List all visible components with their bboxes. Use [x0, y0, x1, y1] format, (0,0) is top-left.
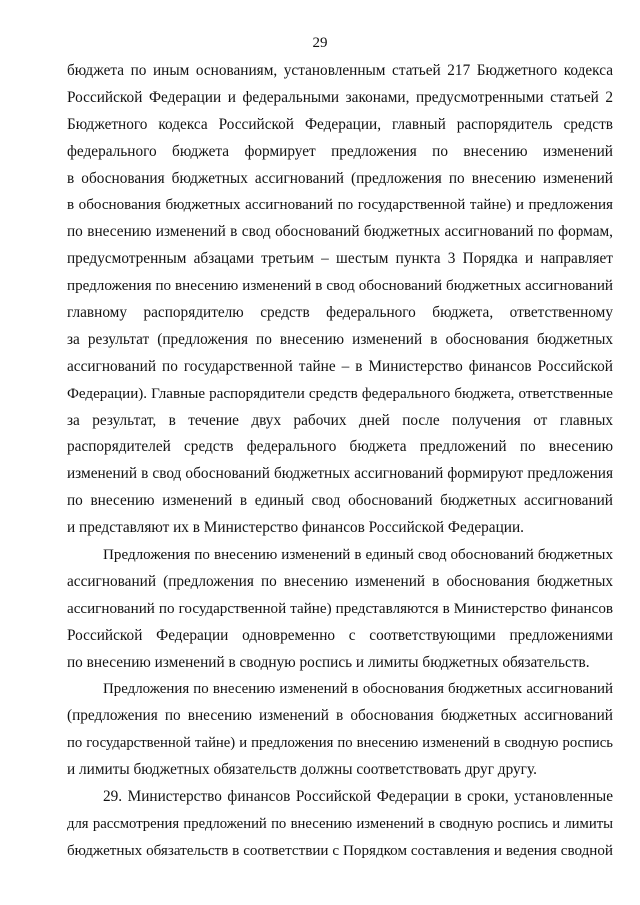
text-line: распорядителей средств федерального бюджета предложений по внесению [67, 438, 613, 456]
text-line: в обоснования бюджетных ассигнований по государственной тайне) и предложения [67, 197, 613, 214]
text-line: по внесению изменений в свод обоснований бюджетных ассигнований по формам, [67, 223, 613, 241]
text-line: Российской Федерации и федеральными законами, предусмотренными статьей 2 [67, 88, 613, 106]
text-line: и лимиты бюджетных обязательств должны соответствовать друг другу. [67, 761, 537, 779]
text-line: Бюджетного кодекса Российской Федерации, главный распорядитель средств [67, 115, 613, 133]
text-line: ассигнований (предложения по внесению изменений в обоснования бюджетных [67, 572, 613, 590]
text-line: 29. Министерство финансов Российской Федерации в сроки, установленные [103, 788, 613, 806]
text-line: (предложения по внесению изменений в обоснования бюджетных ассигнований [67, 707, 613, 725]
text-line: в обоснования бюджетных ассигнований (предложения по внесению изменений [67, 169, 613, 187]
text-line: главному распорядителю средств федерального бюджета, ответственному [67, 304, 613, 322]
text-line: Российской Федерации одновременно с соответствующими предложениями [67, 626, 613, 644]
text-line: за результат (предложения по внесению изменений в обоснования бюджетных [67, 330, 613, 348]
text-line: предложения по внесению изменений в свод обоснований бюджетных ассигнований [67, 278, 613, 295]
text-line: федерального бюджета формирует предложения по внесению изменений [67, 142, 613, 160]
document-body [67, 58, 613, 865]
text-line: по внесению изменений в сводную роспись и лимиты бюджетных обязательств. [67, 653, 590, 671]
text-line: Предложения по внесению изменений в обоснования бюджетных ассигнований [103, 681, 613, 698]
text-line: изменений в свод обоснований бюджетных ассигнований формируют предложения [67, 465, 613, 483]
text-line: бюджетных обязательств в соответствии с Порядком составления и ведения сводной [67, 842, 613, 859]
text-line: по государственной тайне) и предложения по внесению изменений в сводную роспись [67, 735, 613, 752]
text-line: Федерации). Главные распорядители средств федерального бюджета, ответственные [67, 385, 613, 402]
text-line: ассигнований по государственной тайне) представляются в Министерство финансов [67, 600, 613, 617]
text-line: Предложения по внесению изменений в единый свод обоснований бюджетных [103, 547, 613, 564]
text-line: и представляют их в Министерство финансов Российской Федерации. [67, 519, 524, 537]
text-line: по внесению изменений в единый свод обоснований бюджетных ассигнований [67, 492, 613, 510]
text-line: предусмотренным абзацами третьим – шестым пункта 3 Порядка и направляет [67, 250, 613, 268]
text-line: бюджета по иным основаниям, установленным статьей 217 Бюджетного кодекса [67, 62, 613, 79]
text-line: для рассмотрения предложений по внесению изменений в сводную роспись и лимиты [67, 815, 613, 832]
page-number: 29 [312, 35, 328, 51]
text-line: за результат, в течение двух рабочих дней после получения от главных [67, 411, 613, 429]
text-line: ассигнований по государственной тайне – в Министерство финансов Российской [67, 357, 613, 375]
